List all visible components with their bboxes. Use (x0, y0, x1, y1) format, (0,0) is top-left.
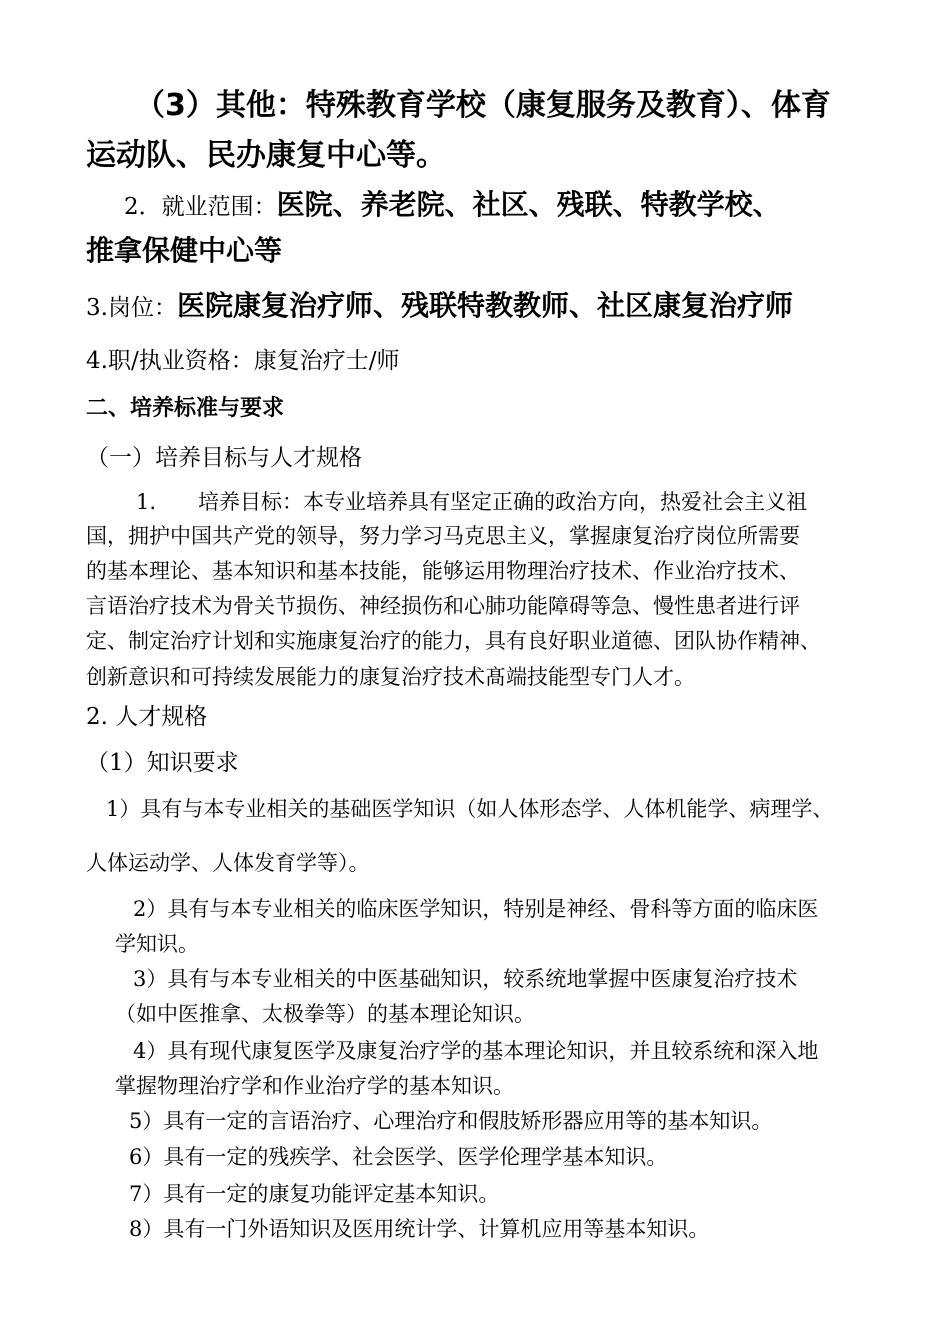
other-employment-line-2: 运动队、民办康复中心等。 (86, 138, 446, 173)
goal-line-6: 创新意识和可持续发展能力的康复治疗技术髙端技能型专门人才。 (86, 665, 695, 689)
knowledge-item-3-line-1: 3）具有与本专业相关的中医基础知识，较系统地掌握中医康复治疗技术 (133, 967, 798, 991)
employment-scope-line-1 (124, 183, 781, 223)
qualification-line: 4.职/执业资格：康复治疗士/师 (86, 348, 400, 374)
knowledge-item-3-line-2: （如中医推拿、太极拳等）的基本理论知识。 (115, 1002, 535, 1026)
knowledge-item-6: 6）具有一定的残疾学、社会医学、医学伦理学基本知识。 (129, 1145, 668, 1169)
goal-line-2: 国，拥护中国共产党的领导，努力学习马克思主义，掌握康复治疗岗位所需要 (86, 524, 800, 548)
other-employment-line-1: （3）其他：特殊教育学校（康复服务及教育）、体育 (135, 88, 831, 123)
goal-line-1: 1. 培养目标：本专业培养具有坚定正确的政治方向，热爱社会主义祖 (136, 490, 808, 514)
knowledge-item-1-line-2: 人体运动学、人体发育学等）。 (86, 851, 370, 875)
section-heading: 二、培养标准与要求 (86, 396, 285, 421)
knowledge-item-8: 8）具有一门外语知识及医用统计学、计算机应用等基本知识。 (129, 1217, 710, 1241)
knowledge-item-2-line-1: 2）具有与本专业相关的临床医学知识，特别是神经、骨科等方面的临床医 (133, 897, 819, 921)
employment-scope-value: 医院、养老院、社区、残联、特教学校、 (276, 188, 781, 221)
knowledge-item-1-line-1: 1）具有与本专业相关的基础医学知识（如人体形态学、人体机能学、病理学、 (106, 797, 834, 821)
positions-value: 医院康复治疗师、残联特教教师、社区康复治疗师 (176, 289, 793, 322)
knowledge-item-7: 7）具有一定的康复功能评定基本知识。 (129, 1182, 500, 1206)
talent-spec-heading: 2. 人才规格 (86, 704, 208, 730)
knowledge-heading: （1）知识要求 (86, 750, 239, 776)
goal-line-5: 定、制定治疗计划和实施康复治疗的能力，具有良好职业道德、团队协作精神、 (86, 629, 821, 653)
knowledge-item-2-line-2: 学知识。 (115, 932, 199, 956)
knowledge-item-4-line-1: 4）具有现代康复医学及康复治疗学的基本理论知识，并且较系统和深入地 (133, 1039, 819, 1063)
positions-line (86, 284, 793, 324)
positions-label: 3.岗位： (86, 295, 177, 321)
goal-line-3: 的基本理论、基本知识和基本技能，能够运用物理治疗技术、作业治疗技术、 (86, 559, 800, 583)
employment-scope-line-2: 推拿保健中心等 (86, 234, 283, 267)
goal-line-4: 言语治疗技术为骨关节损伤、神经损伤和心肺功能障碍等急、慢性患者进行评 (86, 594, 800, 618)
knowledge-item-5: 5）具有一定的言语治疗、心理治疗和假肢矫形器应用等的基本知识。 (129, 1109, 773, 1133)
sub-heading: （一）培养目标与人才规格 (86, 445, 362, 471)
knowledge-item-4-line-2: 掌握物理治疗学和作业治疗学的基本知识。 (115, 1074, 514, 1098)
employment-scope-label: 2．就业范围： (124, 194, 277, 220)
